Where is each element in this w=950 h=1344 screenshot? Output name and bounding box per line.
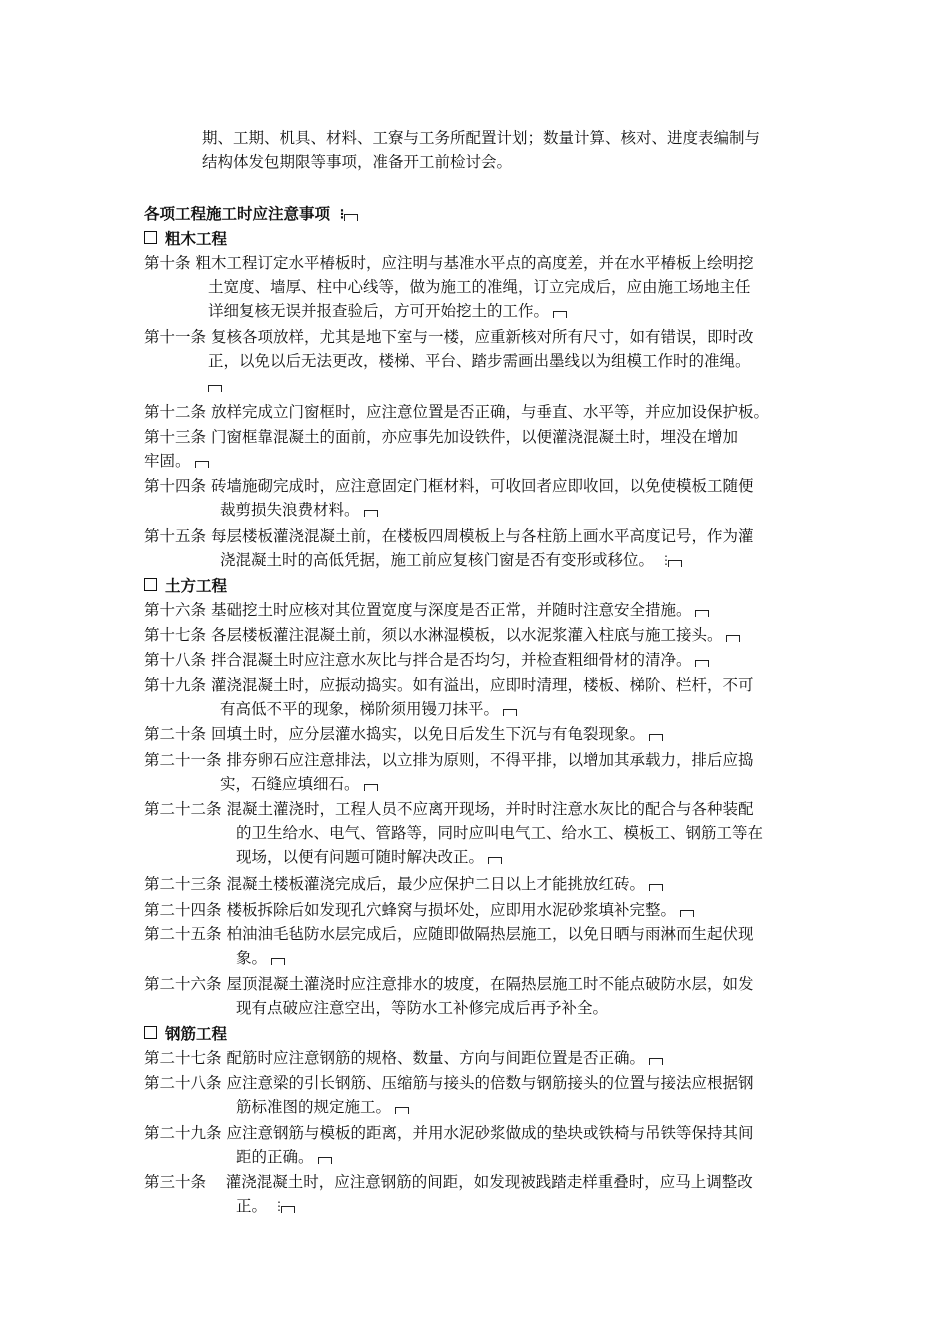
article-15: 第十五条 每层楼板灌浇混凝土前，在楼板四周模板上与各柱筋上画水平高度记号，作为灌 浇混凝土时的高低凭据，施工前应复核门窗是否有变形或移位。 ⋮	[144, 524, 824, 572]
article-label: 第十五条	[144, 527, 207, 545]
article-label: 第二十七条	[144, 1049, 222, 1067]
article-11: 第十一条 复核各项放样，尤其是地下室与一楼，应重新核对所有尺寸，如有错误，即时改 正，以免以后无法更改，楼梯、平台、踏步需画出墨线以为组模工作时的准绳。	[144, 325, 824, 397]
article-label: 第二十一条	[144, 751, 222, 769]
article-label: 第二十五条	[144, 925, 222, 943]
article-label: 第十四条	[144, 477, 207, 495]
intro-line: 结构体发包期限等事项，准备开工前检讨会。	[202, 153, 513, 171]
intro-paragraph	[202, 126, 822, 174]
paragraph-mark-icon	[649, 884, 663, 891]
paragraph-mark-icon	[195, 461, 209, 468]
paragraph-mark-icon	[649, 1058, 663, 1065]
paragraph-mark-icon	[695, 610, 709, 617]
article-label: 第十二条	[144, 403, 207, 421]
article-label: 第十条	[144, 254, 191, 272]
article-label: 第十三条	[144, 428, 207, 446]
article-14: 第十四条 砖墙施砌完成时，应注意固定门框材料，可收回者应即收回，以免使模板工随便 裁剪损失浪费材料。	[144, 477, 754, 519]
article-28: 第二十八条 应注意梁的引长钢筋、压缩筋与接头的倍数与钢筋接头的位置与接法应根据钢 筋标准图的规定施工。	[144, 1074, 754, 1116]
article-label: 第十一条	[144, 328, 207, 346]
article-label: 第二十八条	[144, 1074, 222, 1092]
paragraph-mark-icon	[271, 958, 285, 965]
article-label: 第十八条	[144, 651, 207, 669]
article-16: 第十六条 基础挖土时应核对其位置宽度与深度是否正常，并随时注意安全措施。	[144, 598, 824, 622]
paragraph-mark-icon	[695, 660, 709, 667]
heading-text: 各项工程施工时应注意事项	[144, 205, 331, 223]
paragraph-mark-icon	[344, 214, 358, 221]
article-25: 第二十五条 柏油油毛毡防水层完成后，应随即做隔热层施工，以免日晒与雨淋而生起伏现 象。	[144, 925, 754, 967]
article-22: 第二十二条 混凝土灌浇时，工程人员不应离开现场，并时时注意水灰比的配合与各种装配 的卫生给水、电气、管路等，同时应叫电气工、给水工、模板工、钢筋工等在 现场，以便有问题可随时解决改正。	[144, 800, 764, 866]
paragraph-mark-icon	[364, 510, 378, 517]
paragraph-mark-icon	[668, 560, 682, 567]
article-13: 第十三条 门窗框靠混凝土的面前，亦应事先加设铁件，以便灌浇混凝土时，埋没在增加 牢固。	[144, 428, 738, 470]
paragraph-mark-icon	[680, 910, 694, 917]
article-label: 第十九条	[144, 676, 207, 694]
article-20: 第二十条 回填土时，应分层灌水捣实，以免日后发生下沉与有龟裂现象。	[144, 722, 824, 746]
article-19: 第十九条 灌浇混凝土时，应振动捣实。如有溢出，应即时清理，楼板、梯阶、栏杆，不可 有高低不平的现象，梯阶须用镘刀抹平。	[144, 676, 754, 718]
article-21: 第二十一条 排夯卵石应注意排法，以立排为原则，不得平排，以增加其承载力，排后应捣 实，石缝应填细石。	[144, 751, 754, 793]
article-label: 第二十六条	[144, 975, 222, 993]
article-label: 第十七条	[144, 626, 207, 644]
article-label: 第三十条	[144, 1173, 207, 1191]
section-title-rough-carpentry: 粗木工程	[144, 227, 227, 251]
paragraph-mark-icon	[364, 784, 378, 791]
section-title-rebar: 钢筋工程	[144, 1022, 227, 1046]
paragraph-mark-icon	[281, 1206, 295, 1213]
article-23: 第二十三条 混凝土楼板灌浇完成后，最少应保护二日以上才能挑放红砖。	[144, 872, 824, 896]
article-30: 第三十条 灌浇混凝土时，应注意钢筋的间距，如发现被践踏走样重叠时，应马上调整改 正。 ⋮	[144, 1170, 824, 1218]
paragraph-mark-icon	[726, 635, 740, 642]
paragraph-mark-icon	[553, 311, 567, 318]
paragraph-mark-icon	[649, 734, 663, 741]
article-label: 第二十二条	[144, 800, 222, 818]
paragraph-mark-icon	[488, 857, 502, 864]
checkbox-icon	[144, 1026, 157, 1039]
article-29: 第二十九条 应注意钢筋与模板的距离，并用水泥砂浆做成的垫块或铁椅与吊铁等保持其间 距的正确。	[144, 1124, 754, 1166]
article-18: 第十八条 拌合混凝土时应注意水灰比与拌合是否均匀，并检查粗细骨材的清净。	[144, 648, 824, 672]
article-label: 第二十三条	[144, 875, 222, 893]
article-12: 第十二条 放样完成立门窗框时，应注意位置是否正确，与垂直、水平等，并应加设保护板。	[144, 403, 769, 421]
dots-mark: ⋮	[273, 1199, 286, 1213]
article-label: 第二十条	[144, 725, 207, 743]
paragraph-mark-icon	[503, 709, 517, 716]
article-26: 第二十六条 屋顶混凝土灌浇时应注意排水的坡度，在隔热层施工时不能点破防水层，如发 现有点破应注意空出，等防水工补修完成后再予补全。	[144, 975, 754, 1017]
intro-line: 期、工期、机具、材料、工寮与工务所配置计划；数量计算、核对、进度表编制与	[202, 129, 761, 147]
paragraph-mark-icon	[318, 1157, 332, 1164]
paragraph-mark-icon	[208, 385, 222, 392]
article-label: 第二十四条	[144, 901, 222, 919]
article-24: 第二十四条 楼板拆除后如发现孔穴蜂窝与损坏处，应即用水泥砂浆填补完整。	[144, 898, 824, 922]
article-label: 第二十九条	[144, 1124, 222, 1142]
article-27: 第二十七条 配筋时应注意钢筋的规格、数量、方向与间距位置是否正确。	[144, 1046, 824, 1070]
dots-mark: ⋮	[660, 553, 673, 567]
paragraph-mark-icon	[395, 1107, 409, 1114]
checkbox-icon	[144, 578, 157, 591]
article-10: 第十条 粗木工程订定水平椿板时，应注明与基准水平点的高度差，并在水平椿板上绘明挖 土宽度、墙厚、柱中心线等，做为施工的准绳，订立完成后，应由施工场地主任 详细复核无误并报查验后，方可开始挖土的工作。	[144, 254, 754, 320]
article-17: 第十七条 各层楼板灌注混凝土前，须以水淋湿模板，以水泥浆灌入柱底与施工接头。	[144, 623, 824, 647]
article-label: 第十六条	[144, 601, 207, 619]
checkbox-icon	[144, 231, 157, 244]
section-heading	[144, 202, 358, 226]
dots-mark: ⋮	[336, 207, 349, 221]
section-title-earthwork: 土方工程	[144, 574, 227, 598]
